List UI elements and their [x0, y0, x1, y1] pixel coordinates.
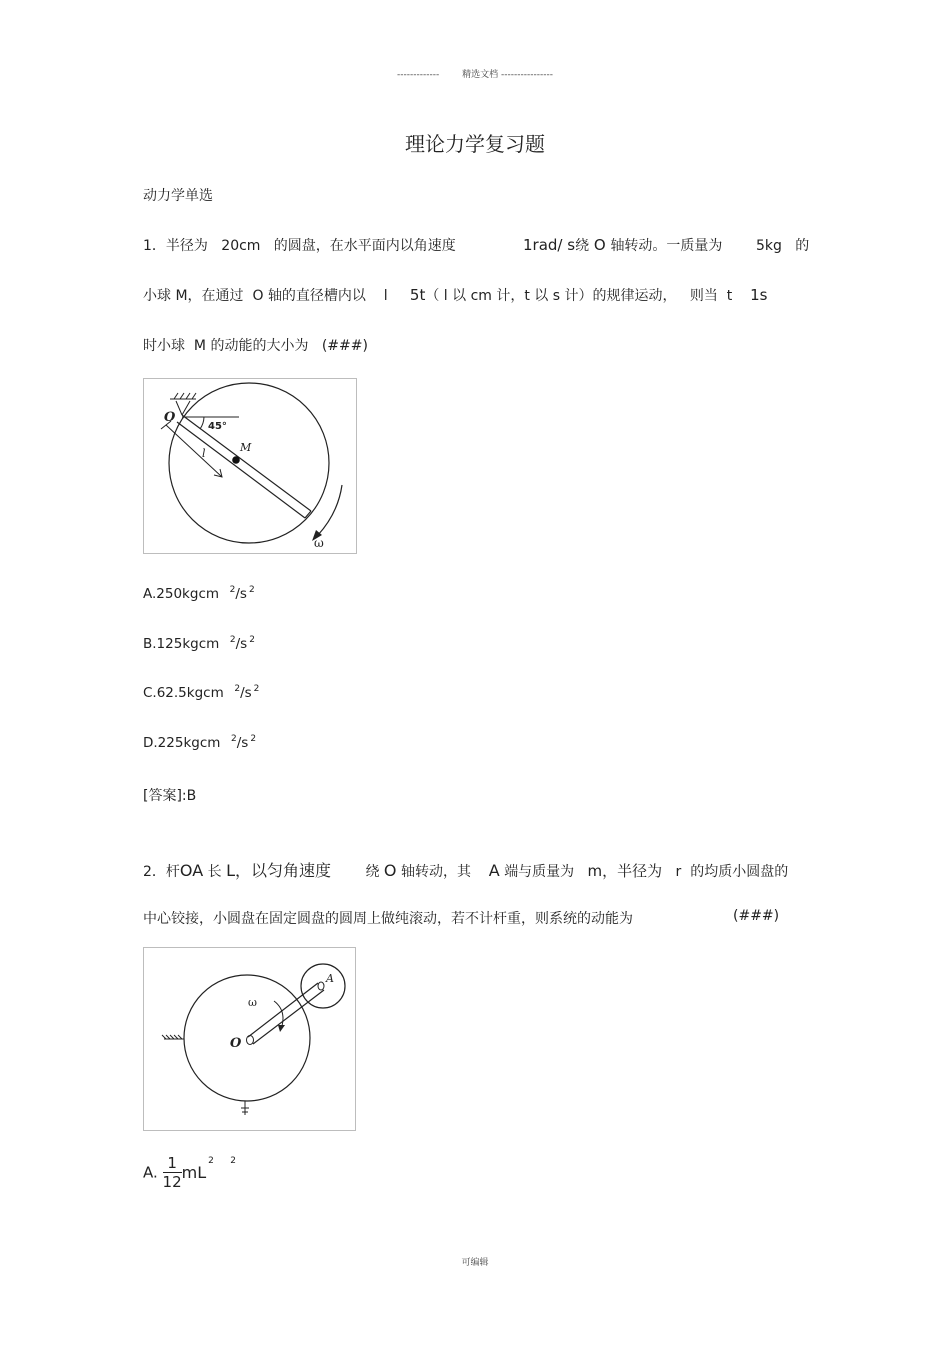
- option-text: D.225kgcm: [143, 735, 221, 751]
- option-sup: 2: [229, 585, 236, 595]
- q1-ball-m: M: [193, 338, 206, 354]
- q2-end-a: A: [488, 861, 500, 880]
- section-heading: 动力学单选: [143, 188, 213, 204]
- q1-option-c[interactable]: [143, 684, 259, 701]
- q1-var-l: l: [383, 288, 388, 304]
- option-unit: /s: [235, 636, 248, 652]
- q2-text: 中心铰接，小圆盘在固定圆盘的圆周上做纯滚动，若不计杆重，则系统的动能为: [143, 911, 633, 927]
- option-sup: 2: [248, 585, 255, 595]
- q1-text: 轴的直径槽内以: [267, 288, 366, 304]
- q1-text: 则当: [689, 288, 718, 304]
- q1-text: 1．半径为: [143, 238, 208, 254]
- q1-law: 5t: [409, 286, 426, 304]
- label-omega: ω: [314, 536, 324, 550]
- q1-axis: O: [252, 288, 264, 304]
- q1-text: 轴转动。一质量为: [610, 238, 723, 254]
- option-text: B.125kgcm: [143, 636, 220, 652]
- q1-radius: 20cm: [221, 238, 261, 254]
- option-unit: /s: [236, 735, 249, 751]
- option-sup: 2: [230, 1156, 236, 1166]
- rotation-arrowhead-icon: [278, 1025, 285, 1032]
- q1-text: 的: [795, 238, 810, 254]
- q1-text: 的动能的大小为: [210, 338, 309, 354]
- fraction-numerator: 1: [163, 1154, 182, 1173]
- q1-text: M，在通过: [175, 288, 244, 304]
- q1-line3: [143, 335, 368, 355]
- page-header: [0, 67, 950, 80]
- q2-option-a[interactable]: [143, 1154, 236, 1191]
- q1-text: 小球: [143, 288, 171, 304]
- q2-radius-r: r: [675, 864, 682, 880]
- page-footer: 可编辑: [461, 1258, 489, 1268]
- option-prefix: A.: [143, 1163, 158, 1182]
- q2-blank: (###): [733, 908, 780, 924]
- q1-option-a[interactable]: [143, 585, 255, 602]
- q1-line2: [143, 285, 767, 305]
- label-o: O: [164, 410, 176, 425]
- label-l: l: [202, 447, 206, 460]
- q1-line1c: [756, 235, 809, 255]
- q1-mass: 5kg: [756, 238, 782, 254]
- q2-text: 的均质小圆盘的: [690, 864, 789, 880]
- disk-slot-diagram: [144, 379, 356, 553]
- option-text: C.62.5kgcm: [143, 685, 224, 701]
- pivot-a-icon: [318, 982, 324, 990]
- bottom-support-icon: [241, 1101, 249, 1115]
- label-omega: ω: [248, 996, 257, 1009]
- q1-line1b: [523, 235, 722, 255]
- q1-text: 时小球: [143, 338, 185, 354]
- distance-arrow: [166, 425, 222, 477]
- fraction-denominator: 12: [162, 1173, 182, 1191]
- option-sup: 2: [229, 635, 236, 645]
- q1-line1: [143, 235, 456, 255]
- q1-text: 绕: [575, 238, 590, 254]
- q1-omega-value: 1rad/ s: [523, 236, 576, 254]
- option-sup: 2: [253, 684, 260, 694]
- q2-figure: [143, 947, 356, 1131]
- q2-text: 端与质量为: [504, 864, 575, 880]
- disk-circle: [169, 383, 329, 543]
- q2-line1: [143, 858, 788, 881]
- q2-rod-oa: OA: [179, 861, 204, 880]
- label-a: A: [326, 972, 334, 985]
- q1-option-b[interactable]: [143, 635, 255, 652]
- q1-text: 的圆盘，在水平面内以角速度: [273, 238, 456, 254]
- option-sup: 2: [208, 1156, 214, 1166]
- q1-time: 1s: [750, 286, 768, 304]
- slot-edge-2: [177, 422, 305, 518]
- rod-edge-2: [253, 990, 324, 1044]
- q2-line2: [143, 908, 633, 928]
- slot-edge-1: [182, 415, 311, 511]
- header-text: 精选文档: [462, 70, 499, 80]
- q2-text: 2．杆: [143, 864, 180, 880]
- q1-blank: (###): [321, 338, 368, 354]
- q2-text: m，半径为: [587, 862, 663, 880]
- q1-text: （ l 以 cm 计，t 以 s 计）的规律运动，: [425, 288, 677, 304]
- q2-text: L，以匀角速度: [226, 861, 332, 880]
- rolling-disk: [301, 964, 345, 1008]
- option-sup: 2: [249, 635, 255, 645]
- q1-figure: [143, 378, 357, 554]
- document-title: 理论力学复习题: [405, 132, 545, 156]
- q2-text: 轴转动，其: [400, 864, 471, 880]
- q1-answer: [答案]:B: [143, 788, 197, 804]
- option-unit: /s: [240, 685, 252, 701]
- left-support-icon: [162, 1035, 184, 1039]
- option-sup: 2: [231, 734, 237, 744]
- q1-axis: O: [593, 236, 606, 254]
- header-left-dashes: -------------: [397, 70, 440, 80]
- q2-axis: O: [383, 861, 397, 880]
- q1-option-d[interactable]: [143, 734, 256, 751]
- q2-text: 长: [207, 864, 222, 880]
- option-sup: 2: [250, 734, 257, 744]
- rod-edge-1: [248, 983, 318, 1037]
- ball-m-icon: [232, 456, 240, 464]
- pivot-o-icon: [247, 1036, 254, 1045]
- rolling-disk-diagram: [144, 948, 355, 1130]
- option-sup: 2: [234, 684, 241, 694]
- option-fraction: [163, 1154, 182, 1191]
- q1-var-t: t: [726, 288, 733, 304]
- option-body: mL: [181, 1163, 207, 1182]
- label-angle: 45°: [208, 421, 227, 432]
- label-m: M: [240, 441, 252, 454]
- q2-text: 绕: [365, 864, 380, 880]
- rotation-arrow: [318, 485, 342, 535]
- option-unit: /s: [235, 586, 247, 602]
- header-right-dashes: ----------------: [501, 70, 553, 80]
- label-o: O: [230, 1036, 242, 1051]
- option-text: A.250kgcm: [143, 586, 220, 602]
- angle-arc: [200, 417, 204, 429]
